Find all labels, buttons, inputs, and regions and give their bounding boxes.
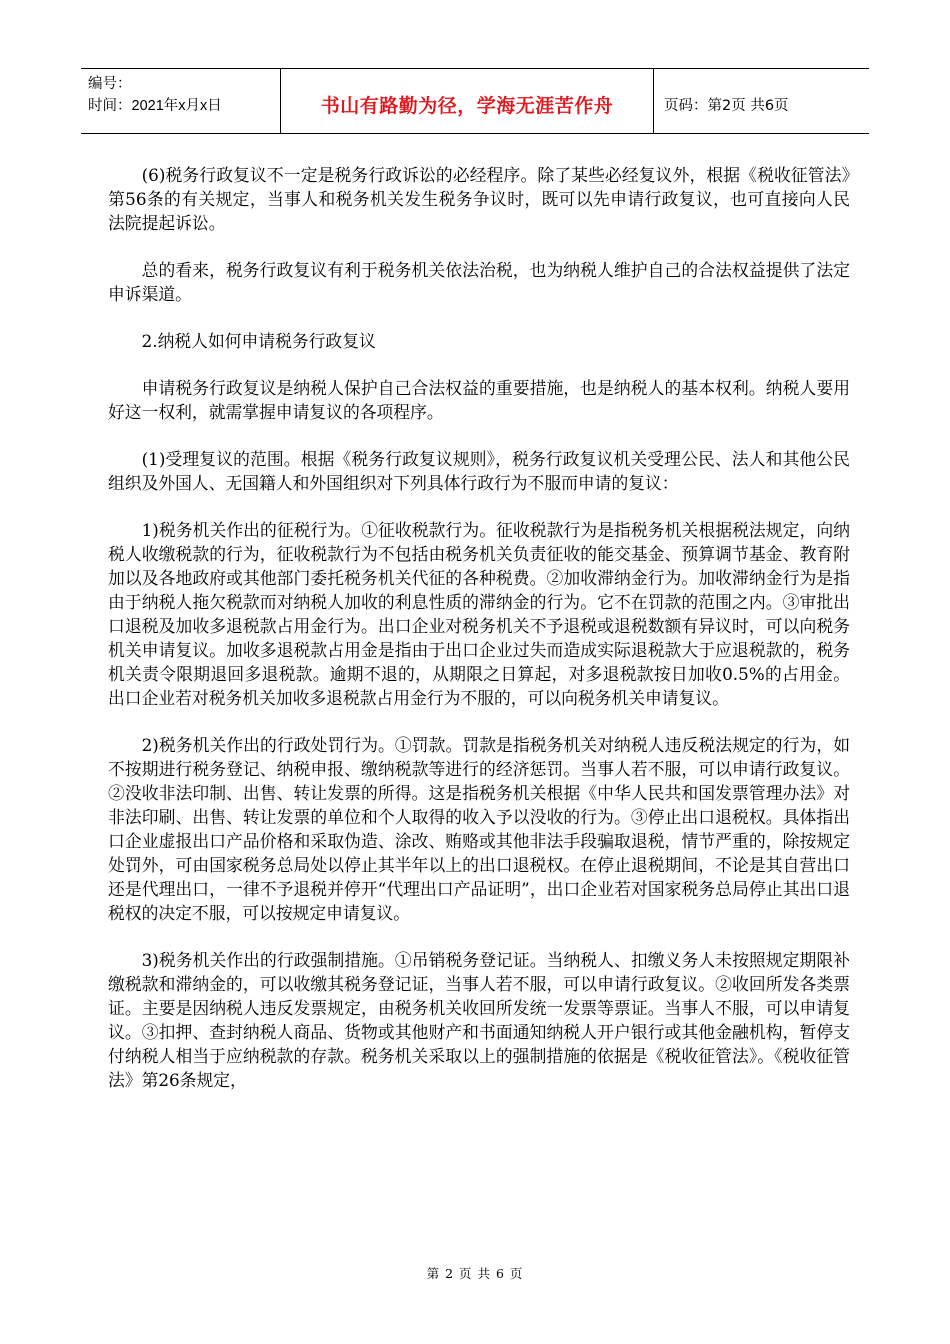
paragraph: 总的看来，税务行政复议有利于税务机关依法治税，也为纳税人维护自己的合法权益提供了法定申诉渠道。 bbox=[108, 260, 850, 304]
page-footer: 第 2 页 共 6 页 bbox=[426, 1266, 524, 1281]
document-date: 时间：2021年x月x日 bbox=[88, 98, 222, 114]
paragraph: 2)税务机关作出的行政处罚行为。①罚款。罚款是指税务机关对纳税人违反税法规定的行为，如不按期进行税务登记、纳税申报、缴纳税款等进行的经济惩罚。当事人若不服，可以申请行政复议。②没收非法印制、出售、转让发票的所得。这是指税务机关根据《中华人民共和国发票管理办法》对非法印刷、出售、转让发票的单位和个人取得的收入予以没收的行为。③停止出口退税权。具体指出口企业虚报出口产品价格和采取伪造、涂改、贿赂或其他非法手段骗取退税，情节严重的，除按规定处罚外，可由国家税务总局处以停止其半年以上的出口退税权。在停止退税期间，不论是其自营出口还是代理出口，一律不予退税并停开“代理出口产品证明”，出口企业若对国家税务总局停止其出口退税权的决定不服，可以按规定申请复议。 bbox=[108, 735, 850, 923]
header-page-info: 页码：第2页 共6页 bbox=[664, 97, 789, 114]
paragraph: (1)受理复议的范围。根据《税务行政复议规则》，税务行政复议机关受理公民、法人和其他公民组织及外国人、无国籍人和外国组织对下列具体行政行为不服而申请的复议： bbox=[108, 449, 850, 493]
paragraph: 1)税务机关作出的征税行为。①征收税款行为。征收税款行为是指税务机关根据税法规定，向纳税人收缴税款的行为，征收税款行为不包括由税务机关负责征收的能交基金、预算调节基金、教育附加以及各地政府或其他部门委托税务机关代征的各种税费。②加收滞纳金行为。加收滞纳金行为是指由于纳税人拖欠税款而对纳税人加收的利息性质的滞纳金的行为。它不在罚款的范围之内。③审批出口退税及加收多退税款占用金行为。出口企业对税务机关不予退税或退税数额有异议时，可以向税务机关申请复议。加收多退税款占用金是指由于出口企业过失而造成实际退税款大于应退税款的，税务机关责令限期退回多退税款。逾期不退的，从期限之日算起，对多退税款按日加收0.5%的占用金。出口企业若对税务机关加收多退税款占用金行为不服的，可以向税务机关申请复议。 bbox=[108, 520, 850, 708]
paragraph: 3)税务机关作出的行政强制措施。①吊销税务登记证。当纳税人、扣缴义务人未按照规定期限补缴税款和滞纳金的，可以收缴其税务登记证，当事人若不服，可以申请行政复议。②收回所发各类票证。主要是因纳税人违反发票规定，由税务机关收回所发统一发票等票证。当事人不服，可以申请复议。③扣押、查封纳税人商品、货物或其他财产和书面通知纳税人开户银行或其他金融机构，暂停支付纳税人相当于应纳税款的存款。税务机关采取以上的强制措施的依据是《税收征管法》。《税收征管法》第26条规定， bbox=[108, 950, 850, 1090]
header-motto: 书山有路勤为径，学海无涯苦作舟 bbox=[320, 94, 614, 117]
paragraph: (6)税务行政复议不一定是税务行政诉讼的必经程序。除了某些必经复议外，根据《税收征管法》第56条的有关规定，当事人和税务机关发生税务争议时，既可以先申请行政复议，也可直接向人民法院提起诉讼。 bbox=[108, 165, 850, 233]
document-body bbox=[108, 163, 850, 1115]
section-heading: 2.纳税人如何申请税务行政复议 bbox=[141, 331, 376, 351]
header-table bbox=[81, 68, 869, 134]
header-motto-cell bbox=[281, 69, 654, 133]
header-page-cell bbox=[654, 69, 869, 133]
header-left-cell bbox=[81, 69, 281, 133]
document-number-label: 编号： bbox=[88, 76, 132, 92]
paragraph: 申请税务行政复议是纳税人保护自己合法权益的重要措施，也是纳税人的基本权利。纳税人要用好这一权利，就需掌握申请复议的各项程序。 bbox=[108, 378, 850, 422]
